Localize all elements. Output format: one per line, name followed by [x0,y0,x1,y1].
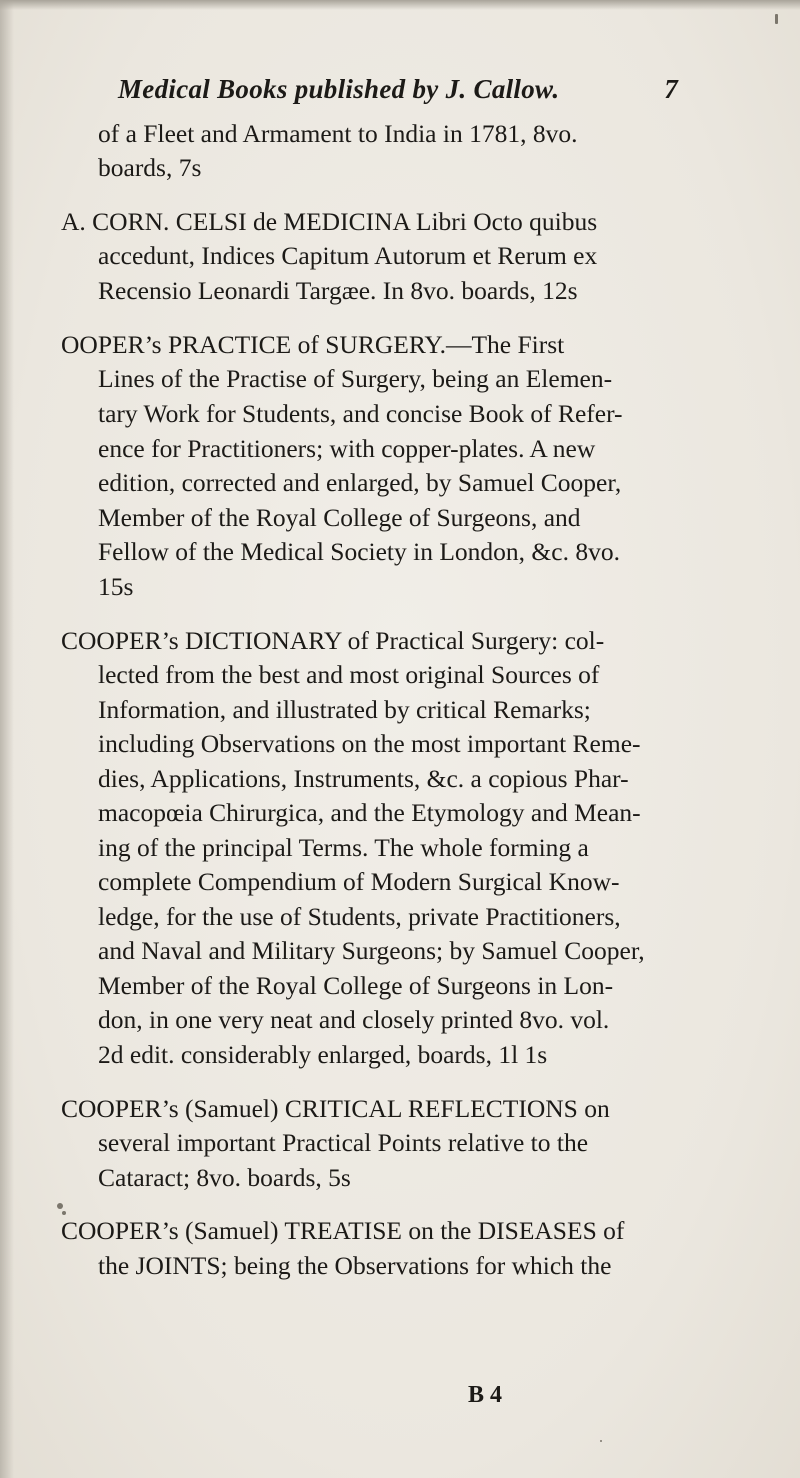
text-line: ledge, for the use of Students, private Practitioners, [98,902,621,931]
text-line: ing of the principal Terms. The whole forming a [98,833,589,862]
text-line: Information, and illustrated by critical Remarks; [98,695,591,724]
text-line: Member of the Royal College of Surgeons in Lon- [98,971,614,1000]
text-line: A. CORN. CELSI de MEDICINA Libri Octo quibus [61,207,598,236]
text-line: macopœia Chirurgica, and the Etymology and Mean- [98,798,641,827]
text-line: complete Compendium of Modern Surgical Know- [98,867,620,896]
text-line: of a Fleet and Armament to India in 1781, 8vo. [98,119,578,148]
text-line: several important Practical Points relative to the [98,1128,589,1157]
text-line: tary Work for Students, and concise Book of Refer- [98,399,623,428]
spine-shadow [0,0,14,1478]
text-line: accedunt, Indices Capitum Autorum et Rerum ex [98,241,598,270]
text-line: COOPER’s DICTIONARY of Practical Surgery: col- [61,626,605,655]
text-line: COOPER’s (Samuel) TREATISE on the DISEASES of [61,1216,625,1245]
text-line: Recensio Leonardi Targæe. In 8vo. boards, 12s [98,276,578,305]
text-line: boards, 7s [98,153,202,182]
text-line: dies, Applications, Instruments, &c. a copious Phar- [98,764,629,793]
text-line: COOPER’s (Samuel) CRITICAL REFLECTIONS on [61,1094,610,1123]
text-line: 2d edit. considerably enlarged, boards, 1l 1s [98,1040,548,1069]
text-line: don, in one very neat and closely printed 8vo. vol. [98,1005,610,1034]
signature-mark: B 4 [468,1382,503,1408]
text-line: ence for Practitioners; with copper-plates. A new [98,434,596,463]
running-head-title: Medical Books published by J. Callow. [118,74,560,104]
text-line: 15s [98,572,134,601]
text-line: the JOINTS; being the Observations for which the [98,1251,612,1280]
text-line: Lines of the Practise of Surgery, being an Elemen- [98,364,613,393]
text-line: lected from the best and most original Sources of [98,660,600,689]
text-line: Fellow of the Medical Society in London, &c. 8vo. [98,537,620,566]
text-line: and Naval and Military Surgeons; by Samuel Cooper, [98,936,645,965]
page-number: 7 [664,74,678,104]
text-line: Cataract; 8vo. boards, 5s [98,1163,351,1192]
text-line: including Observations on the most important Reme- [98,729,641,758]
text-line: edition, corrected and enlarged, by Samuel Cooper, [98,468,622,497]
top-edge-shadow [0,0,800,10]
text-line: OOPER’s PRACTICE of SURGERY.—The First [61,330,565,359]
text-line: Member of the Royal College of Surgeons, and [98,503,581,532]
